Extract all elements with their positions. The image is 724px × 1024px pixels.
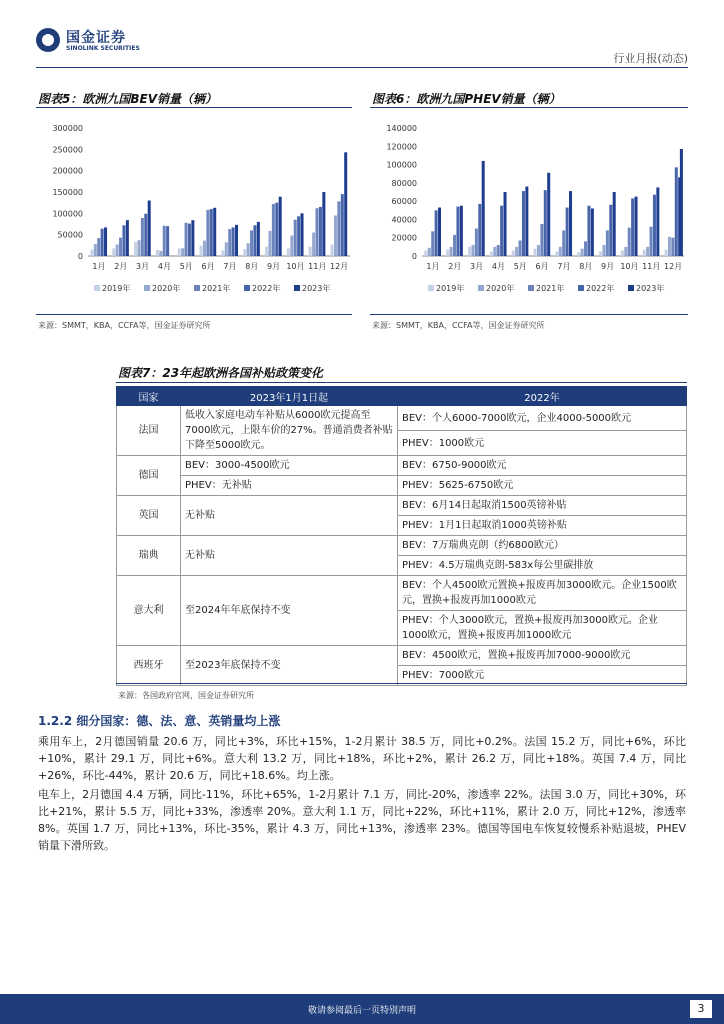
bar-2021年 <box>228 229 231 256</box>
bar-2019年 <box>331 244 334 256</box>
y-tick-label: 250000 <box>52 145 83 155</box>
policy-2023-cell: PHEV：无补贴 <box>181 476 398 496</box>
bar-2019年 <box>577 252 580 256</box>
bar-2022年 <box>341 194 344 256</box>
x-tick-label: 11月 <box>642 262 661 271</box>
figure5-bottom-rule <box>36 314 352 315</box>
bar-2022年 <box>522 191 525 256</box>
bar-2020年 <box>312 233 315 256</box>
legend-label: 2019年 <box>102 284 131 293</box>
y-tick-label: 150000 <box>52 188 83 197</box>
bar-2022年 <box>566 208 569 256</box>
bar-2021年 <box>163 226 166 256</box>
y-tick-label: 120000 <box>386 142 417 152</box>
bar-2021年 <box>337 201 340 256</box>
country-cell: 法国 <box>117 406 181 456</box>
logo-en-text: SINOLINK SECURITIES <box>66 45 140 52</box>
policy-2023-cell: 无补贴 <box>181 496 398 536</box>
x-tick-label: 8月 <box>579 262 593 271</box>
x-tick-label: 1月 <box>92 262 106 271</box>
bar-2023年 <box>591 208 594 256</box>
bar-2020年 <box>537 245 540 256</box>
bar-2021年 <box>497 245 500 256</box>
subsidy-policy-table <box>116 386 687 686</box>
country-cell: 德国 <box>117 456 181 496</box>
bar-2019年 <box>221 250 224 256</box>
policy-2023-cell: BEV：3000-4500欧元 <box>181 456 398 476</box>
legend-swatch <box>428 285 434 291</box>
legend-swatch <box>194 285 200 291</box>
x-tick-label: 3月 <box>470 262 484 271</box>
bar-2021年 <box>650 227 653 256</box>
x-tick-label: 9月 <box>267 262 281 271</box>
bar-2021年 <box>185 223 188 256</box>
bar-2021年 <box>294 220 297 256</box>
bar-2019年 <box>446 250 449 256</box>
legend-label: 2020年 <box>152 284 181 293</box>
bar-2023年 <box>656 187 659 256</box>
bar-2020年 <box>668 237 671 256</box>
bar-2021年 <box>562 230 565 256</box>
x-tick-label: 2月 <box>114 262 128 271</box>
bar-2020年 <box>268 231 271 256</box>
bar-2023年 <box>547 173 550 256</box>
bar-2020年 <box>450 247 453 256</box>
figure7-title: 图表7：23年起欧洲各国补贴政策变化 <box>118 366 324 380</box>
bar-2021年 <box>475 229 478 256</box>
paragraph-electric-cars: 电车上，2月德国 4.4 万辆，同比-11%，环比+65%，1-2月累计 7.1 万，同比-20%，渗透率 22%。法国 3.0 万，同比+30%，环比+21%，累计 5.5 万，同比+33%，渗透率 20%。意大利 1.1 万，同比+22%，环比+11%，累计 2.0 万，同比+12%，渗透率 8%。英国 1.7 万，同比+13%，环比-35%，累计 4.3 万，同比+13%，渗透率 23%。德国等国电车恢复较慢系补贴退坡，PHEV 销量下滑所致。 <box>38 788 686 852</box>
bar-2022年 <box>456 207 459 256</box>
country-cell: 英国 <box>117 496 181 536</box>
policy-2022-cell: PHEV：7000欧元 <box>398 666 687 686</box>
bar-2020年 <box>646 247 649 256</box>
figure6-bottom-rule <box>370 314 688 315</box>
col-2023-header: 2023年1月1日起 <box>181 387 398 406</box>
bar-2019年 <box>599 251 602 256</box>
bar-2019年 <box>243 249 246 256</box>
policy-2022-cell: PHEV：1月1日起取消1000英镑补贴 <box>398 516 687 536</box>
bar-2019年 <box>512 251 515 256</box>
bar-2022年 <box>653 195 656 256</box>
bar-2019年 <box>621 251 624 256</box>
logo-cn-text: 国金证券 <box>66 30 126 46</box>
bar-2022年 <box>435 210 438 256</box>
figure7-bottom-rule <box>116 683 687 684</box>
bar-2020年 <box>493 247 496 256</box>
x-tick-label: 8月 <box>245 262 259 271</box>
bar-2021年 <box>250 230 253 256</box>
x-tick-label: 4月 <box>157 262 171 271</box>
policy-2022-cell: BEV：个人4500欧元置换+报废再加3000欧元。企业1500欧元，置换+报废再加1000欧元 <box>398 576 687 611</box>
figure6-title-rule <box>370 107 688 108</box>
bar-2022年 <box>297 216 300 256</box>
bar-2021年 <box>606 230 609 256</box>
bar-2023年 <box>613 192 616 256</box>
figure7-source: 来源：各国政府官网，国金证券研究所 <box>118 691 254 700</box>
bar-2020年 <box>203 241 206 256</box>
bar-2022年 <box>631 198 634 256</box>
bar-2020年 <box>602 245 605 256</box>
bar-2020年 <box>159 251 162 256</box>
legend-swatch <box>478 285 484 291</box>
bar-2021年 <box>628 228 631 256</box>
bar-2023年 <box>235 225 238 256</box>
table-header-row <box>117 387 687 406</box>
bar-2020年 <box>247 243 250 256</box>
legend-swatch <box>244 285 250 291</box>
figure5-chart <box>36 118 356 304</box>
x-tick-label: 7月 <box>557 262 571 271</box>
table-row <box>117 496 687 516</box>
x-tick-label: 2月 <box>448 262 462 271</box>
bar-2019年 <box>665 250 668 256</box>
col-country-header: 国家 <box>117 387 181 406</box>
figure5-title-rule <box>36 107 352 108</box>
policy-2023-cell: 至2024年年底保持不变 <box>181 576 398 646</box>
policy-2022-cell: PHEV：4.5万瑞典克朗-583x每公里碳排放 <box>398 556 687 576</box>
policy-2022-cell: PHEV：1000欧元 <box>398 431 687 456</box>
legend-label: 2022年 <box>252 284 281 293</box>
x-tick-label: 12月 <box>329 262 349 271</box>
bar-2019年 <box>200 246 203 256</box>
bar-2023年 <box>213 208 216 256</box>
y-tick-label: 80000 <box>391 178 417 188</box>
bar-2022年 <box>478 204 481 256</box>
bar-2020年 <box>334 215 337 256</box>
bar-2023年 <box>148 201 151 256</box>
legend-swatch <box>528 285 534 291</box>
legend-label: 2021年 <box>202 284 231 293</box>
bar-2021年 <box>272 204 275 256</box>
bar-2019年 <box>178 248 181 256</box>
bar-2023年 <box>635 197 638 256</box>
bar-2021年 <box>540 224 543 256</box>
figure5-title: 图表5：欧洲九国BEV销量（辆） <box>38 92 217 106</box>
bar-2020年 <box>137 240 140 256</box>
bar-2022年 <box>122 225 125 256</box>
bar-2021年 <box>119 238 122 256</box>
bar-2021年 <box>519 240 522 256</box>
bar-2022年 <box>675 167 678 256</box>
legend-label: 2021年 <box>536 284 565 293</box>
y-tick-label: 140000 <box>386 124 417 133</box>
bar-2021年 <box>584 241 587 256</box>
bar-2019年 <box>90 250 93 256</box>
bar-2023年 <box>257 222 260 256</box>
y-tick-label: 300000 <box>52 124 83 133</box>
bar-2023年 <box>344 152 347 256</box>
x-tick-label: 10月 <box>286 262 305 271</box>
x-tick-label: 1月 <box>426 262 440 271</box>
bar-2019年 <box>134 242 137 256</box>
bar-2023年 <box>460 206 463 256</box>
figure6-chart <box>370 118 690 304</box>
bar-2019年 <box>112 248 115 256</box>
bar-2021年 <box>316 208 319 256</box>
bar-2020年 <box>116 244 119 256</box>
bar-2019年 <box>555 251 558 256</box>
legend-swatch <box>628 285 634 291</box>
y-tick-label: 200000 <box>52 166 83 176</box>
x-tick-label: 5月 <box>513 262 527 271</box>
bar-2023年 <box>438 208 441 256</box>
figure6-title: 图表6：欧洲九国PHEV销量（辆） <box>372 92 561 106</box>
bar-2020年 <box>515 247 518 256</box>
country-cell: 瑞典 <box>117 536 181 576</box>
policy-2022-cell: BEV：7万瑞典克朗（约6800欧元） <box>398 536 687 556</box>
policy-2022-cell: PHEV：个人3000欧元，置换+报废再加3000欧元。企业1000欧元，置换+报废再加1000欧元 <box>398 611 687 646</box>
table-row <box>117 576 687 611</box>
paragraph-passenger-cars: 乘用车上，2月德国销量 20.6 万，同比+3%，环比+15%，1-2月累计 38.5 万，同比+0.2%。法国 15.2 万，同比+6%，环比+10%，累计 29.1 万，同比+6%。意大利 13.2 万，同比+18%，环比+2%，累计 26.2 万，同比+18%。英国 7.4 万，同比+26%，环比-44%，累计 20.6 万，同比+18.6%。均上涨。 <box>38 735 686 782</box>
bar-2023年 <box>525 187 528 256</box>
bar-2019年 <box>534 249 537 256</box>
policy-2022-cell: PHEV：5625-6750欧元 <box>398 476 687 496</box>
bar-2022年 <box>500 206 503 256</box>
bar-2021年 <box>141 218 144 256</box>
policy-2023-cell: 低收入家庭电动车补贴从6000欧元提高至7000欧元，上限车价的27%。普通消费者补贴下降至5000欧元。 <box>181 406 398 456</box>
bar-2022年 <box>232 227 235 256</box>
bar-2022年 <box>253 225 256 256</box>
bar-2020年 <box>94 244 97 256</box>
bar-2019年 <box>643 250 646 256</box>
bar-2023年 <box>279 197 282 256</box>
legend-label: 2020年 <box>486 284 515 293</box>
report-type: 行业月报(动态) <box>613 52 688 65</box>
legend-label: 2019年 <box>436 284 465 293</box>
page-number: 3 <box>690 1000 712 1018</box>
bar-2022年 <box>587 206 590 256</box>
header-divider <box>36 67 688 68</box>
bar-2020年 <box>290 236 293 256</box>
bar-2019年 <box>265 247 268 256</box>
bar-2023年 <box>322 192 325 256</box>
y-tick-label: 0 <box>411 252 417 261</box>
bar-2023年 <box>191 220 194 256</box>
bar-2019年 <box>468 247 471 256</box>
bar-2020年 <box>581 249 584 256</box>
bar-2020年 <box>428 248 431 256</box>
bar-2023年 <box>126 220 129 256</box>
policy-2022-cell: BEV：4500欧元，置换+报废再加7000-9000欧元 <box>398 646 687 666</box>
logo-mark-icon <box>36 28 60 52</box>
x-tick-label: 6月 <box>201 262 215 271</box>
bar-2021年 <box>97 238 100 256</box>
legend-swatch <box>578 285 584 291</box>
bar-2020年 <box>471 245 474 256</box>
bar-2022年 <box>544 190 547 256</box>
x-tick-label: 9月 <box>601 262 615 271</box>
legend-swatch <box>294 285 300 291</box>
bar-2020年 <box>225 242 228 256</box>
bar-2020年 <box>624 247 627 256</box>
legend-label: 2023年 <box>302 284 331 293</box>
table-row <box>117 646 687 666</box>
y-tick-label: 20000 <box>391 233 417 243</box>
company-logo <box>36 26 156 56</box>
country-cell: 西班牙 <box>117 646 181 686</box>
table-row <box>117 406 687 431</box>
table-row <box>117 456 687 476</box>
bar-2021年 <box>431 231 434 256</box>
table-row <box>117 536 687 556</box>
bar-2020年 <box>559 247 562 256</box>
bar-2022年 <box>101 229 104 256</box>
policy-2022-cell: BEV：6750-9000欧元 <box>398 456 687 476</box>
x-tick-label: 6月 <box>535 262 549 271</box>
table-row <box>117 476 687 496</box>
country-cell: 意大利 <box>117 576 181 646</box>
x-tick-label: 11月 <box>308 262 327 271</box>
bar-2022年 <box>144 214 147 256</box>
legend-label: 2023年 <box>636 284 665 293</box>
y-tick-label: 100000 <box>52 209 83 219</box>
bar-2019年 <box>309 247 312 256</box>
bar-2019年 <box>424 251 427 256</box>
y-tick-label: 0 <box>77 252 83 261</box>
bar-2022年 <box>319 207 322 256</box>
figure7-title-rule <box>116 382 687 383</box>
y-tick-label: 60000 <box>391 197 417 207</box>
legend-swatch <box>144 285 150 291</box>
bar-2022年 <box>210 209 213 256</box>
legend-label: 2022年 <box>586 284 615 293</box>
bar-extra <box>680 149 683 256</box>
x-tick-label: 7月 <box>223 262 237 271</box>
x-tick-label: 3月 <box>136 262 150 271</box>
figure6-source: 来源：SMMT，KBA，CCFA等，国金证券研究所 <box>372 321 545 330</box>
bar-2022年 <box>188 224 191 256</box>
legend-swatch <box>94 285 100 291</box>
bar-2023年 <box>569 191 572 256</box>
bar-2022年 <box>166 226 169 256</box>
figure5-source: 来源：SMMT，KBA，CCFA等，国金证券研究所 <box>38 321 211 330</box>
bar-2022年 <box>275 203 278 256</box>
bar-2019年 <box>490 251 493 256</box>
bar-2021年 <box>453 235 456 256</box>
policy-2023-cell: 无补贴 <box>181 536 398 576</box>
bar-2023年 <box>504 192 507 256</box>
section-title: 1.2.2 细分国家：德、法、意、英销量均上涨 <box>38 714 281 728</box>
policy-2023-cell: 至2023年底保持不变 <box>181 646 398 686</box>
policy-2022-cell: BEV：个人6000-7000欧元，企业4000-5000欧元 <box>398 406 687 431</box>
bar-2020年 <box>181 248 184 256</box>
x-tick-label: 4月 <box>491 262 505 271</box>
policy-2022-cell: BEV：6月14日起取消1500英镑补贴 <box>398 496 687 516</box>
col-2022-header: 2022年 <box>398 387 687 406</box>
bar-2023年 <box>104 227 107 256</box>
x-tick-label: 10月 <box>620 262 639 271</box>
footer-disclaimer: 敬请参阅最后一页特别声明 <box>307 1006 416 1016</box>
y-tick-label: 40000 <box>391 215 417 225</box>
bar-2023年 <box>301 213 304 256</box>
x-tick-label: 5月 <box>179 262 193 271</box>
bar-2019年 <box>156 250 159 256</box>
bar-2021年 <box>206 210 209 256</box>
bar-2022年 <box>609 205 612 256</box>
bar-2021年 <box>671 238 674 256</box>
x-tick-label: 12月 <box>663 262 683 271</box>
bar-2023年 <box>482 161 485 256</box>
y-tick-label: 100000 <box>386 160 417 170</box>
bar-2019年 <box>287 248 290 256</box>
y-tick-label: 50000 <box>57 230 83 240</box>
